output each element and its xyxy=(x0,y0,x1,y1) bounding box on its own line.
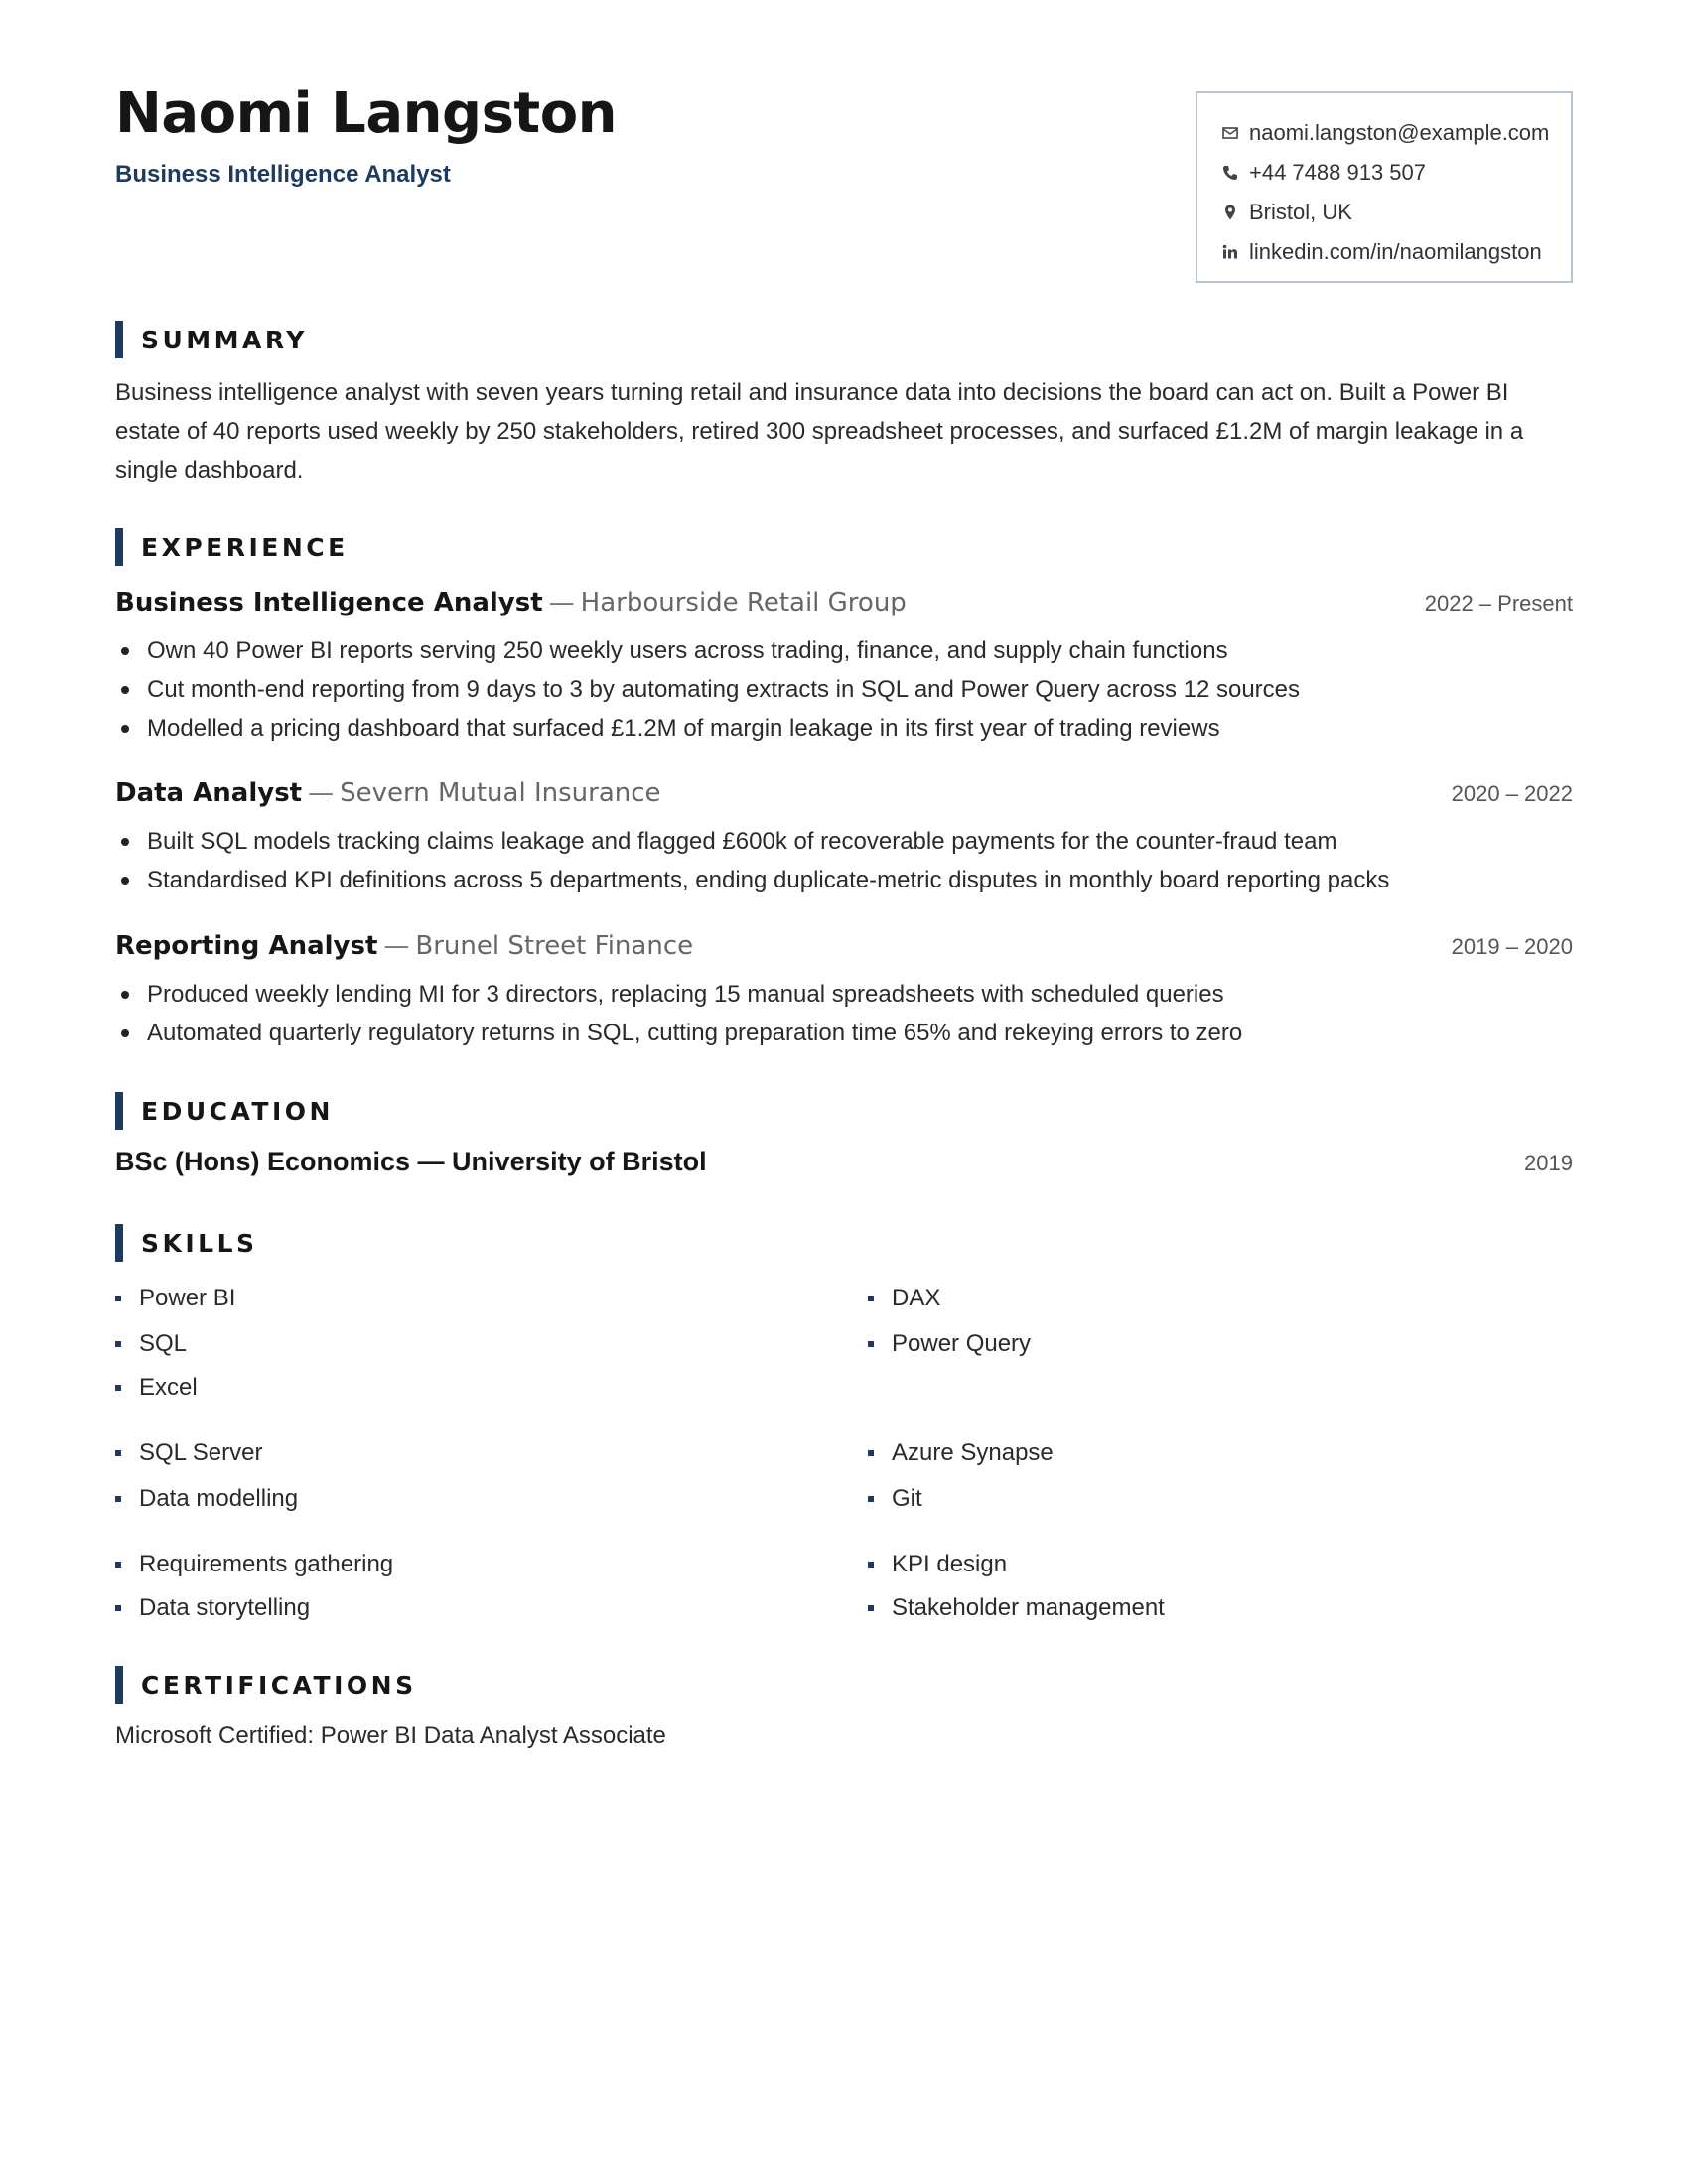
education-entry xyxy=(115,1147,1573,1177)
contact-email-text: naomi.langston@example.com xyxy=(1249,120,1550,145)
skill-bullet xyxy=(868,1562,874,1568)
skill-bullet xyxy=(115,1605,121,1611)
job-bullet: Produced weekly lending MI for 3 directors, replacing 15 manual spreadsheets with scheduled queries xyxy=(115,975,1573,1014)
job-dates: 2019 – 2020 xyxy=(1451,934,1573,959)
job-role: Reporting Analyst xyxy=(115,931,378,961)
skills-heading-label: SKILLS xyxy=(141,1228,258,1258)
mail-icon xyxy=(1221,124,1239,142)
skill-bullet xyxy=(868,1605,874,1611)
skill-item xyxy=(115,1483,298,1515)
education-heading xyxy=(115,1092,334,1130)
job-bullets xyxy=(115,822,1573,899)
job-header xyxy=(115,931,1573,961)
contact-phone[interactable] xyxy=(1221,153,1571,193)
job-bullet: Built SQL models tracking claims leakage and flagged £600k of recoverable payments for the counter-fraud team xyxy=(115,822,1573,861)
skill-label: Power BI xyxy=(139,1285,236,1311)
job-company: Severn Mutual Insurance xyxy=(340,778,661,808)
section-accent-bar xyxy=(115,1224,123,1262)
summary-heading-label: SUMMARY xyxy=(141,325,308,354)
skill-bullet xyxy=(115,1496,121,1502)
skill-item xyxy=(868,1592,1165,1624)
skill-bullet xyxy=(868,1341,874,1347)
skill-item xyxy=(115,1372,198,1404)
skill-item xyxy=(115,1328,187,1360)
contact-phone-text: +44 7488 913 507 xyxy=(1249,160,1427,185)
linkedin-icon xyxy=(1221,243,1239,261)
summary-text: Business intelligence analyst with seven years turning retail and insurance data into decisions the board can act on. Built a Power BI estate of 40 reports used weekly by 250 stakeholders, retired 300 spreadsheet processes, and surfaced £1.2M of margin leakage in a single dashboard. xyxy=(115,379,1524,483)
job-bullet: Automated quarterly regulatory returns in SQL, cutting preparation time 65% and rekeying errors to zero xyxy=(115,1014,1573,1052)
skill-label: SQL Server xyxy=(139,1439,263,1466)
contact-linkedin-text: linkedin.com/in/naomilangston xyxy=(1249,239,1542,264)
skill-label: Power Query xyxy=(892,1330,1032,1357)
job-bullet: Standardised KPI definitions across 5 departments, ending duplicate-metric disputes in monthly board reporting packs xyxy=(115,861,1573,899)
education-heading-label: EDUCATION xyxy=(141,1096,334,1126)
contact-linkedin[interactable] xyxy=(1221,232,1571,272)
skill-label: Requirements gathering xyxy=(139,1551,394,1577)
certification-item: Microsoft Certified: Power BI Data Analyst Associate xyxy=(115,1722,666,1749)
job-title-line xyxy=(115,588,907,617)
job-role: Data Analyst xyxy=(115,778,303,808)
skill-item xyxy=(115,1437,263,1469)
skill-bullet xyxy=(115,1450,121,1456)
education-year: 2019 xyxy=(1524,1151,1573,1175)
contact-location-text: Bristol, UK xyxy=(1249,200,1352,224)
phone-icon xyxy=(1221,164,1239,182)
candidate-name: Naomi Langston xyxy=(115,81,618,146)
location-pin-icon xyxy=(1221,204,1239,221)
skill-bullet xyxy=(115,1562,121,1568)
section-accent-bar xyxy=(115,528,123,566)
job-role: Business Intelligence Analyst xyxy=(115,588,543,617)
job-separator: — xyxy=(308,778,335,808)
skill-label: Stakeholder management xyxy=(892,1594,1165,1621)
skill-label: SQL xyxy=(139,1330,188,1357)
skill-bullet xyxy=(868,1496,874,1502)
job-header xyxy=(115,778,1573,808)
skill-label: Data storytelling xyxy=(139,1594,311,1621)
job-title-line xyxy=(115,931,693,961)
skill-item xyxy=(115,1592,310,1624)
education-degree: BSc (Hons) Economics — University of Bristol xyxy=(115,1147,707,1176)
skills-heading xyxy=(115,1224,258,1262)
section-accent-bar xyxy=(115,1092,123,1130)
contact-email[interactable] xyxy=(1221,113,1571,153)
job-bullet: Modelled a pricing dashboard that surfaced £1.2M of margin leakage in its first year of trading reviews xyxy=(115,709,1573,748)
job-separator: — xyxy=(548,588,575,617)
job-separator: — xyxy=(383,931,410,961)
resume-header xyxy=(115,0,1573,298)
certifications-heading xyxy=(115,1666,417,1704)
contact-location xyxy=(1221,193,1571,232)
section-accent-bar xyxy=(115,321,123,358)
job-company: Brunel Street Finance xyxy=(415,931,694,961)
skill-bullet xyxy=(115,1341,121,1347)
summary-heading xyxy=(115,321,308,358)
experience-heading xyxy=(115,528,349,566)
skill-label: KPI design xyxy=(892,1551,1008,1577)
skill-item xyxy=(868,1437,1054,1469)
skill-item xyxy=(115,1283,235,1314)
job-bullet: Cut month-end reporting from 9 days to 3 by automating extracts in SQL and Power Query across 12 sources xyxy=(115,670,1573,709)
certifications-heading-label: CERTIFICATIONS xyxy=(141,1670,417,1700)
skill-label: Data modelling xyxy=(139,1485,299,1512)
candidate-title: Business Intelligence Analyst xyxy=(115,161,451,188)
skill-item xyxy=(868,1549,1007,1580)
skill-bullet xyxy=(868,1450,874,1456)
resume-page xyxy=(115,0,1573,1749)
skill-item xyxy=(115,1549,393,1580)
skill-bullet xyxy=(115,1385,121,1391)
skill-label: Azure Synapse xyxy=(892,1439,1054,1466)
section-accent-bar xyxy=(115,1666,123,1704)
job-bullet: Own 40 Power BI reports serving 250 weekly users across trading, finance, and supply chain functions xyxy=(115,631,1573,670)
job-bullets xyxy=(115,631,1573,748)
job-title-line xyxy=(115,778,661,808)
skill-bullet xyxy=(115,1296,121,1301)
skill-item xyxy=(868,1283,940,1314)
job-dates: 2022 – Present xyxy=(1424,591,1573,615)
skill-bullet xyxy=(868,1296,874,1301)
job-header xyxy=(115,588,1573,617)
job-dates: 2020 – 2022 xyxy=(1451,781,1573,806)
skill-label: Git xyxy=(892,1485,922,1512)
contact-box xyxy=(1196,91,1573,283)
skill-label: Excel xyxy=(139,1374,198,1401)
skill-item xyxy=(868,1328,1031,1360)
job-company: Harbourside Retail Group xyxy=(580,588,907,617)
skill-item xyxy=(868,1483,922,1515)
job-bullets xyxy=(115,975,1573,1052)
skill-label: DAX xyxy=(892,1285,941,1311)
experience-heading-label: EXPERIENCE xyxy=(141,532,349,562)
